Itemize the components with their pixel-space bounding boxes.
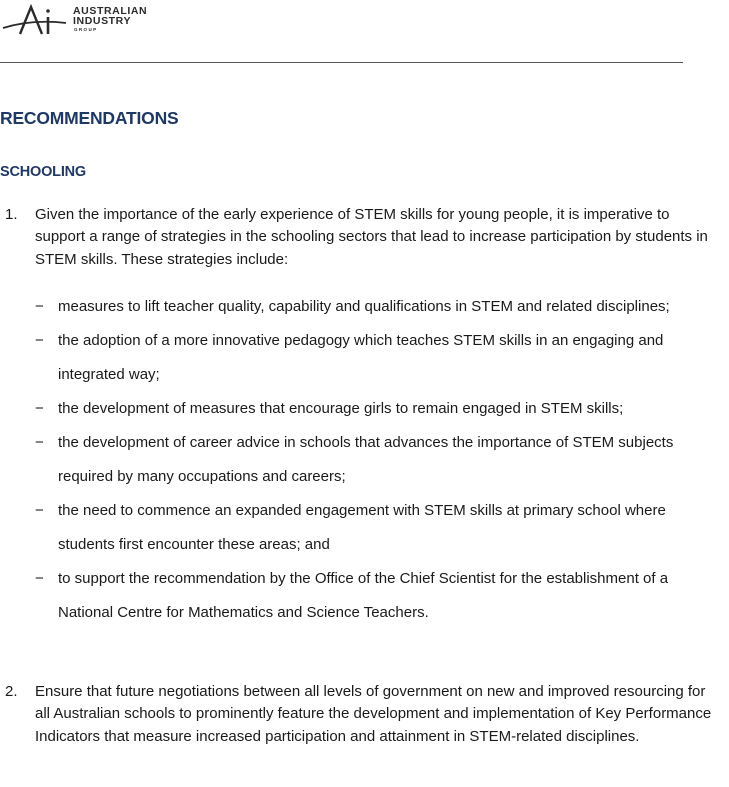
- list-item: [0, 392, 729, 426]
- list-item-text: the need to commence an expanded engagement with STEM skills at primary school where students first encounter these areas; and: [58, 502, 666, 553]
- list-item: [0, 562, 729, 630]
- list-item-text: to support the recommendation by the Office of the Chief Scientist for the establishment of a National Centre for Mathematics and Science Teachers.: [58, 570, 669, 621]
- recommendation-number: 2.: [5, 683, 18, 700]
- recommendation-text: Ensure that future negotiations between all levels of government on new and improved resourcing for all Australian schools to prominently feature the development and implementation of Key Performance Indicators that measure increased participation and attainment in STEM-related disciplines.: [35, 683, 712, 745]
- list-item-text: the development of career advice in schools that advances the importance of STEM subjects required by many occupations and careers;: [58, 434, 674, 485]
- bullet-dash: −: [35, 332, 44, 349]
- bullet-dash: −: [35, 434, 44, 451]
- list-item: [0, 324, 729, 392]
- bullet-dash: −: [35, 570, 44, 587]
- recommendation-number: 1.: [5, 206, 18, 223]
- list-item: [0, 426, 729, 494]
- logo-wordmark: [73, 6, 147, 33]
- logo-line-australian: AUSTRALIAN: [73, 5, 148, 17]
- logo-line-industry: INDUSTRY: [73, 15, 132, 27]
- header-divider: [0, 62, 683, 63]
- list-item: [0, 494, 729, 562]
- list-item-text: measures to lift teacher quality, capability and qualifications in STEM and related disciplines;: [58, 298, 670, 315]
- logo-line-group: GROUP: [74, 27, 98, 32]
- section-heading-schooling: SCHOOLING: [0, 164, 87, 180]
- recommendation-text: Given the importance of the early experience of STEM skills for young people, it is imperative to support a range of strategies in the schooling sectors that lead to increase participation by students in STEM skills. These strategies include:: [35, 206, 708, 268]
- ai-logo-mark-icon: [2, 4, 68, 36]
- bullet-dash: −: [35, 502, 44, 519]
- list-item-text: the adoption of a more innovative pedagogy which teaches STEM skills in an engaging and integrated way;: [58, 332, 664, 383]
- list-item-text: the development of measures that encourage girls to remain engaged in STEM skills;: [58, 400, 624, 417]
- ai-group-logo: [2, 4, 172, 36]
- list-item: [0, 290, 729, 324]
- bullet-dash: −: [35, 298, 44, 315]
- strategy-list: [0, 290, 729, 630]
- page-title: RECOMMENDATIONS: [0, 108, 179, 128]
- bullet-dash: −: [35, 400, 44, 417]
